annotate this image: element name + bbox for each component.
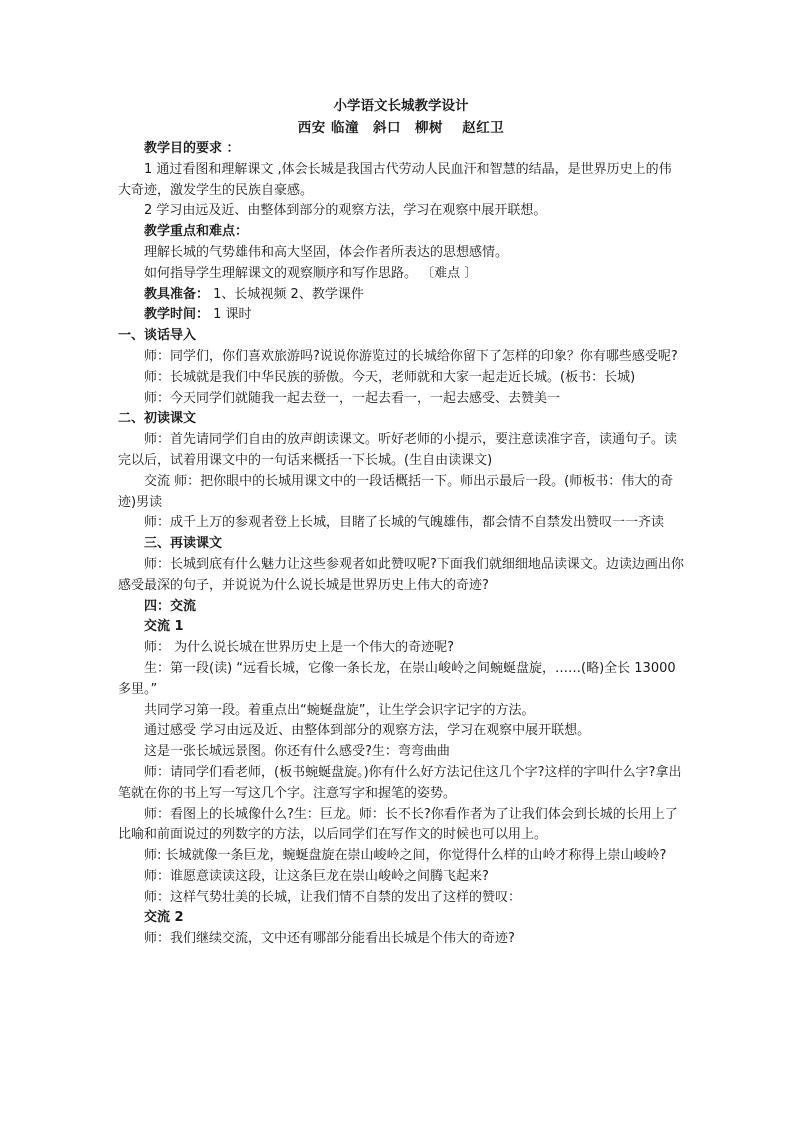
time-label: 教学时间： (144, 307, 210, 323)
paragraph: 师：谁愿意读读这段，让这条巨龙在崇山峻岭之间腾飞起来? (144, 868, 489, 884)
goal-item-2: 2 学习由远及近、由整体到部分的观察方法，学习在观察中展开联想。 (144, 203, 547, 219)
section-2-heading: 二、初读课文 (118, 411, 197, 427)
paragraph: 师：这样气势壮美的长城，让我们情不自禁的发出了这样的赞叹： (144, 889, 522, 905)
paragraph: 共同学习第一段。着重点出“蜿蜒盘旋”，让生学会识字记字的方法。 (144, 702, 535, 718)
paragraph: 这是一张长城远景图。你还有什么感受?生：弯弯曲曲 (144, 744, 450, 760)
paragraph: 师：同学们，你们喜欢旅游吗?说说你游览过的长城给你留下了怎样的印象？你有哪些感受呢? (144, 348, 678, 364)
time-text: 1 课时 (209, 307, 252, 323)
paragraph: 师：长城到底有什么魅力让这些参观者如此赞叹呢?下面我们就细细地品读课文。边读边画出你感受最深的句子，并说说为什么说长城是世界历史上伟大的奇迹? (118, 556, 684, 593)
prep-text: 1、长城视频 2、教学课件 (209, 286, 364, 302)
section-1-heading: 一、谈话导入 (118, 328, 197, 344)
exchange-1-heading: 交流 1 (144, 619, 184, 635)
paragraph: 师：长城就是我们中华民族的骄傲。今天，老师就和大家一起走近长城。(板书：长城) (144, 369, 636, 385)
key-item-2: 如何指导学生理解课文的观察顺序和写作思路。 〔难点 〕 (144, 265, 478, 281)
paragraph: 师：成千上万的参观者登上长城，目睹了长城的气魄雄伟，都会情不自禁发出赞叹一一齐读 (144, 515, 665, 531)
paragraph: 师: 长城就像一条巨龙，蜿蜒盘旋在崇山峻岭之间，你觉得什么样的山岭才称得上崇山峻岭? (144, 848, 667, 864)
goal-item-1: 1 通过看图和理解课文 ,体会长城是我国古代劳动人民血汗和智慧的结晶，是世界历史上的伟大奇迹，激发学生的民族自豪感。 (118, 161, 672, 198)
paragraph: 师：首先请同学们自由的放声朗读课文。听好老师的小提示，要注意读准字音，读通句子。读完以后，试着用课文中的一句话来概括一下长城。(生自由读课文) (118, 432, 678, 468)
section-4-heading: 四：交流 (144, 598, 197, 614)
section-3-heading: 三、再读课文 (144, 536, 223, 552)
paragraph: 生：第一段(读) “远看长城，它像一条长龙，在崇山峻岭之间蜿蜒盘旋，……(略)全长 13000 多里。” (118, 660, 676, 697)
prep-line (118, 285, 684, 306)
document-title: 小学语文长城教学设计 (333, 98, 469, 114)
goal-heading: 教学目的要求 ： (144, 141, 240, 156)
exchange-2-heading: 交流 2 (144, 910, 184, 926)
paragraph: 师： 为什么说长城在世界历史上是一个伟大的奇迹呢? (144, 640, 455, 656)
key-heading: 教学重点和难点： (144, 224, 249, 240)
paragraph: 师：我们继续交流，文中还有哪部分能看出长城是个伟大的奇迹? (144, 931, 515, 947)
paragraph: 师：看图上的长城像什么?生：巨龙。师：长不长?你看作者为了让我们体会到长城的长用上了比喻和前面说过的列数字的方法，以后同学们在写作文的时候也可以用上。 (118, 806, 678, 843)
paragraph: 师：请同学们看老师，(板书蜿蜒盘旋。)你有什么好方法记住这几个字?这样的字叫什么字?拿出笔就在你的书上写一写这几个字。注意写字和握笔的姿势。 (118, 764, 682, 801)
author-line: 西安 临潼 斜口 柳树 赵红卫 (297, 120, 505, 136)
prep-label: 教具准备： (144, 286, 210, 302)
time-line (118, 305, 684, 326)
paragraph: 通过感受 学习由远及近、由整体到部分的观察方法，学习在观察中展开联想。 (144, 723, 591, 739)
paragraph: 师：今天同学们就随我一起去登一，一起去看一，一起去感受、去赞美一 (144, 390, 561, 406)
paragraph: 交流 师：把你眼中的长城用课文中的一段话概括一下。师出示最后一段。(师板书：伟大的奇迹)男读 (118, 473, 674, 510)
key-item-1: 理解长城的气势雄伟和高大坚固，体会作者所表达的思想感情。 (144, 244, 509, 260)
document-page (118, 96, 684, 950)
